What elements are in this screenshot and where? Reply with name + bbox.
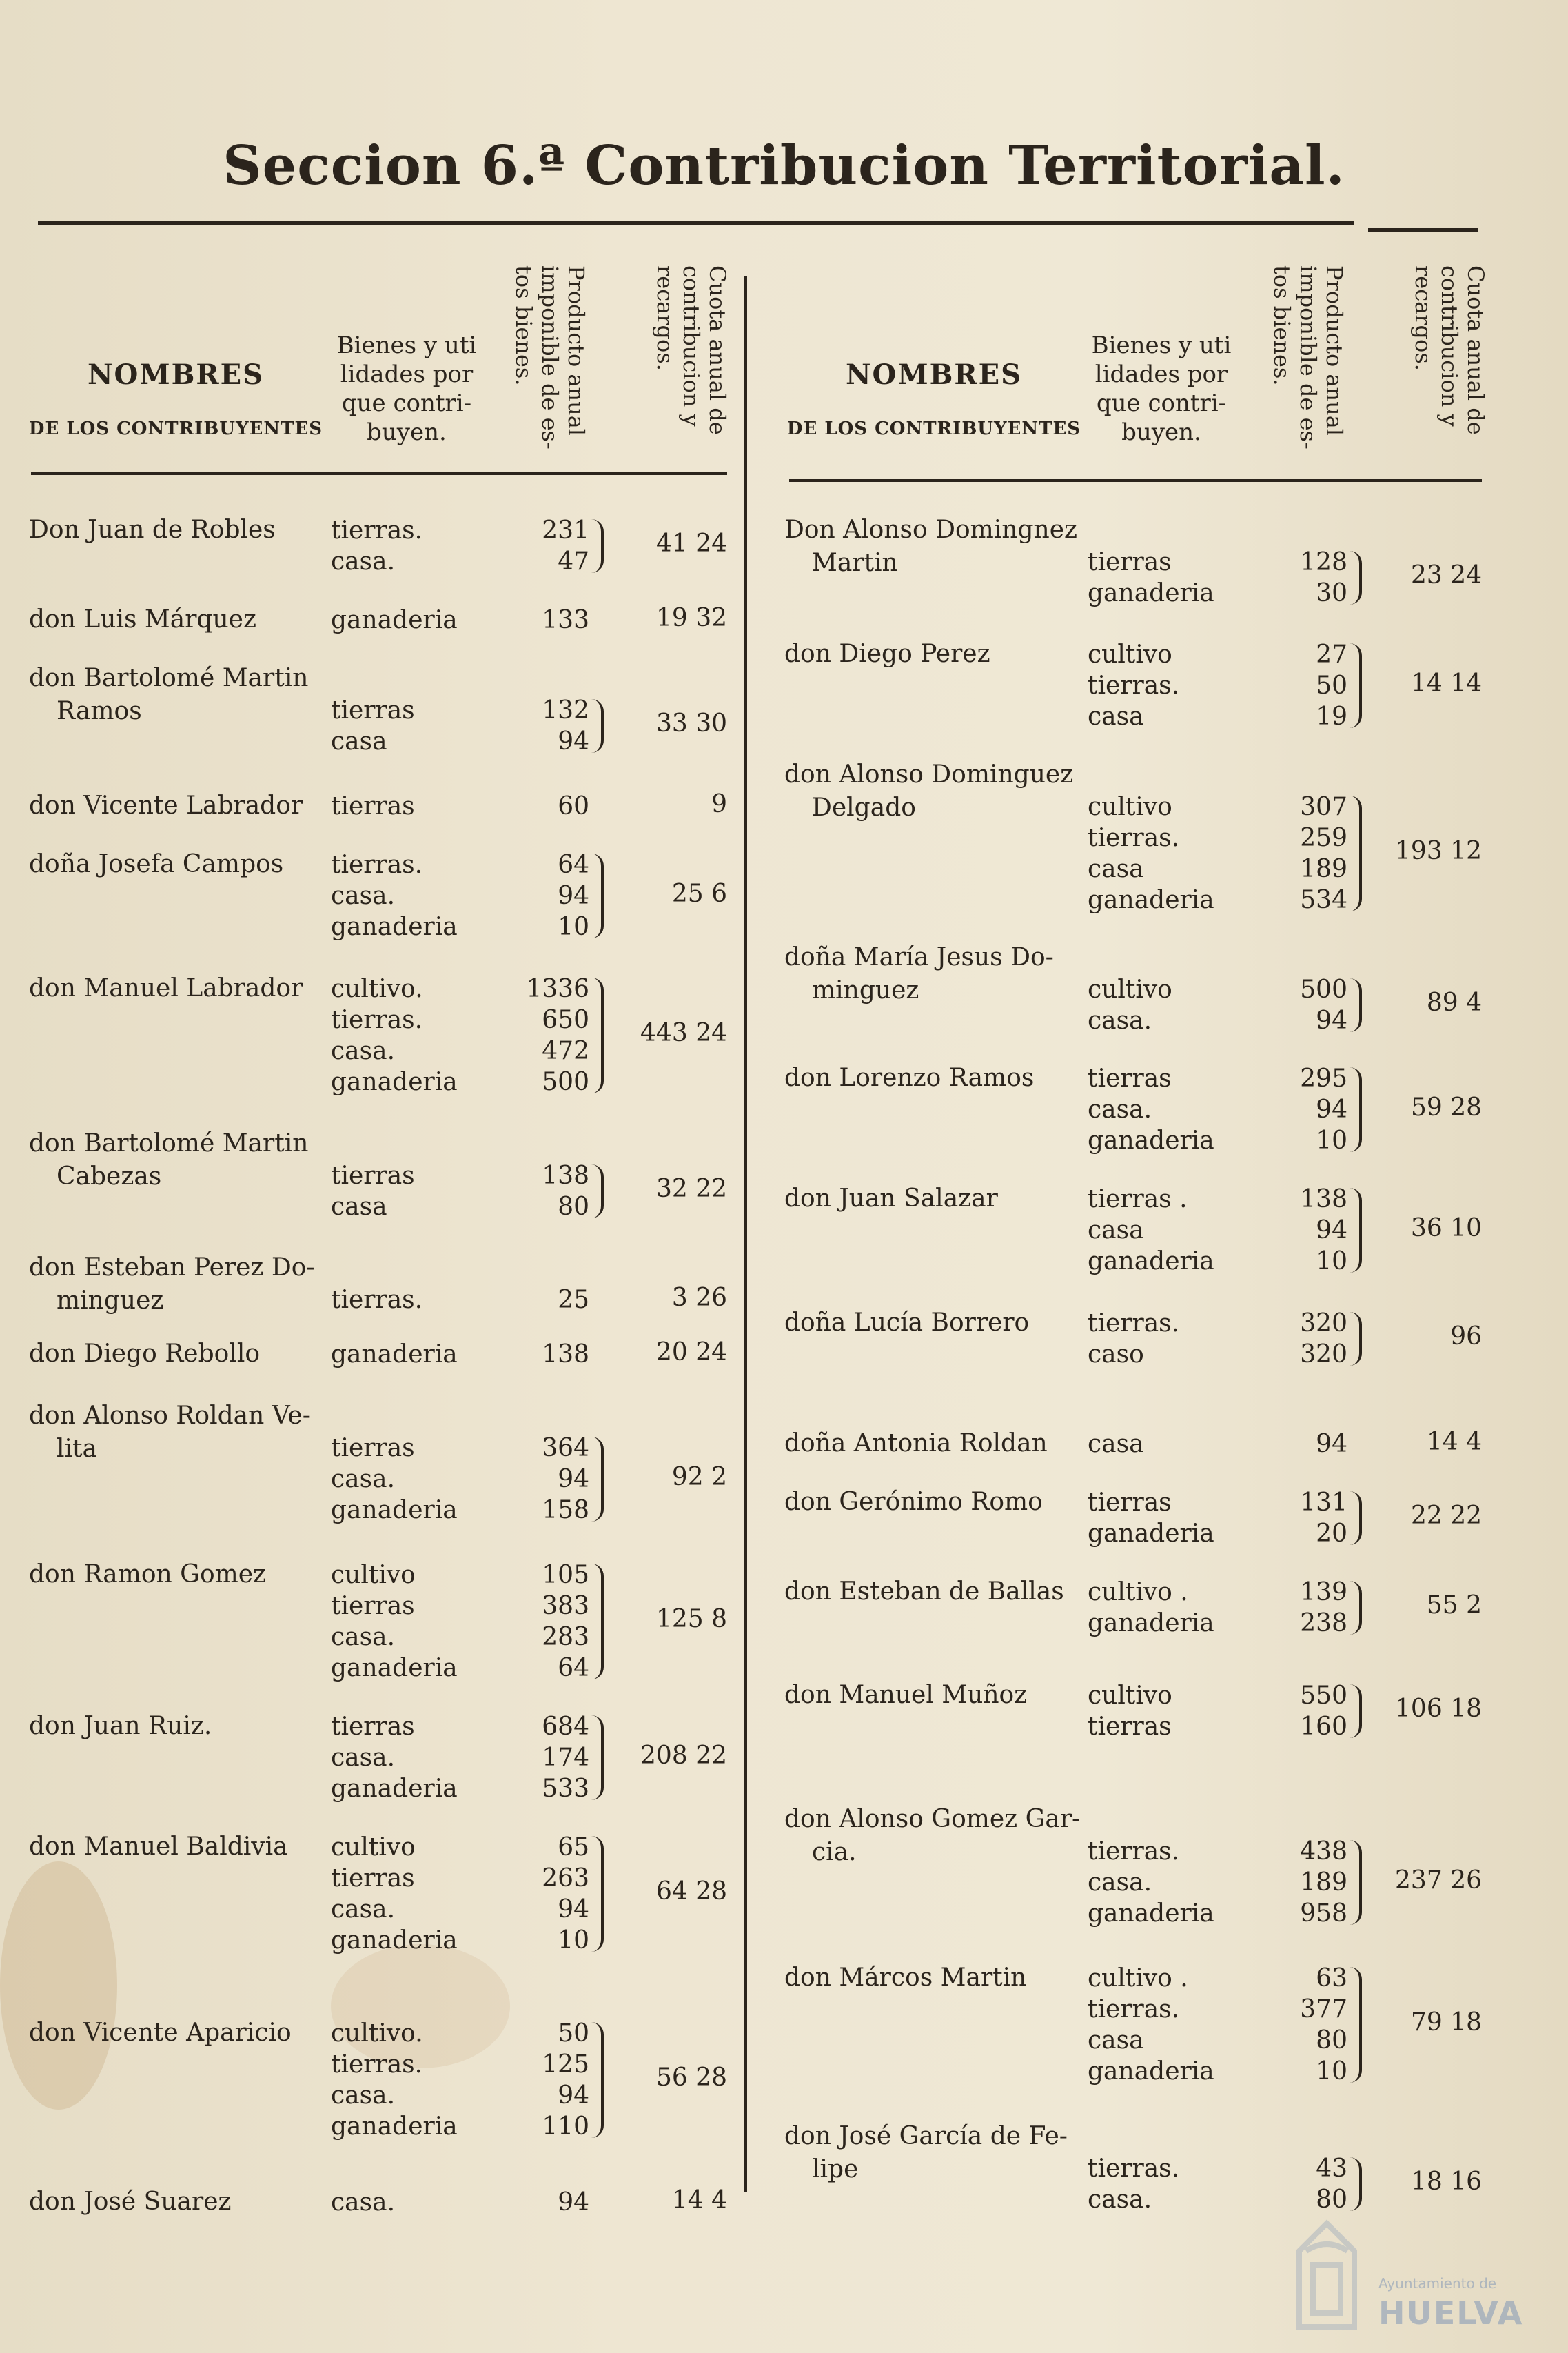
- property-type: caso: [1088, 1340, 1144, 1369]
- quota-value: 106 18: [1395, 1695, 1482, 1723]
- header-rule-left: [31, 472, 727, 475]
- product-value: 47: [558, 547, 589, 576]
- contributor-name: doña María Jesus Do-: [784, 943, 1054, 971]
- product-value: 105: [542, 1561, 589, 1589]
- quota-value: 56 28: [655, 2063, 727, 2092]
- property-type: tierras.: [1088, 671, 1180, 700]
- product-value: 80: [558, 1193, 589, 1221]
- contributor-name: don Alonso Gomez Gar-: [784, 1805, 1081, 1833]
- property-type: casa.: [331, 547, 396, 576]
- contributor-name: Don Alonso Domingnez: [784, 516, 1078, 544]
- property-type: casa.: [1088, 1868, 1152, 1897]
- contributor-name: don Alonso Roldan Ve-: [29, 1402, 311, 1430]
- quota-value: 64 28: [655, 1877, 727, 1906]
- contributor-name: don Luis Márquez: [29, 605, 256, 634]
- contributor-name: lipe: [812, 2155, 859, 2183]
- quota-value: 237 26: [1395, 1866, 1482, 1895]
- header-names-right: [786, 358, 1082, 439]
- bracket-mark: [1350, 2157, 1362, 2211]
- contributor-name: Martin: [812, 549, 898, 577]
- bracket-mark: [1350, 1491, 1362, 1545]
- contributor-name: minguez: [57, 1286, 164, 1315]
- bracket-mark: [1350, 1967, 1362, 2083]
- product-value: 65: [558, 1833, 589, 1861]
- property-type: tierras: [1088, 548, 1172, 576]
- quota-value: 55 2: [1426, 1591, 1482, 1619]
- product-value: 320: [1300, 1340, 1347, 1369]
- bracket-mark: [591, 519, 604, 573]
- header-bienes-line: buyen.: [367, 418, 447, 446]
- product-value: 259: [1300, 824, 1347, 852]
- bracket-mark: [591, 1836, 604, 1952]
- top-rule: [38, 221, 1354, 225]
- contributor-name: Cabezas: [57, 1162, 162, 1191]
- page-title: Seccion 6.ª Contribucion Territorial.: [223, 134, 1345, 197]
- property-type: casa: [1088, 1430, 1144, 1458]
- product-value: 139: [1300, 1578, 1347, 1606]
- contributor-name: don Bartolomé Martin: [29, 664, 309, 692]
- bracket-mark: [1350, 796, 1362, 911]
- property-type: tierras: [331, 792, 415, 820]
- contributor-name: don Gerónimo Romo: [784, 1488, 1043, 1516]
- product-value: 20: [1316, 1519, 1347, 1548]
- product-value: 1336: [526, 975, 589, 1003]
- property-type: ganaderia: [1088, 1609, 1214, 1637]
- quota-value: 19 32: [655, 603, 727, 632]
- column-divider: [744, 276, 747, 2192]
- header-bienes-line: que contri-: [1096, 390, 1227, 417]
- property-type: tierras: [331, 1592, 415, 1620]
- property-type: cultivo: [1088, 640, 1172, 669]
- quota-value: 25 6: [671, 879, 727, 908]
- property-type: ganaderia: [1088, 2057, 1214, 2086]
- quota-value: 193 12: [1395, 837, 1482, 865]
- contributor-name: lita: [57, 1435, 97, 1463]
- product-value: 128: [1300, 548, 1347, 576]
- product-value: 94: [558, 882, 589, 910]
- bracket-mark: [1350, 1067, 1362, 1152]
- bracket-mark: [591, 1564, 604, 1679]
- contributor-name: doña Josefa Campos: [29, 850, 284, 878]
- property-type: tierras.: [1088, 1837, 1180, 1866]
- bracket-mark: [1350, 1840, 1362, 1925]
- property-type: cultivo: [1088, 1682, 1172, 1710]
- product-value: 64: [558, 1654, 589, 1682]
- product-value: 533: [542, 1775, 589, 1803]
- property-type: casa: [1088, 1216, 1144, 1244]
- product-value: 383: [542, 1592, 589, 1620]
- contributor-name: cia.: [812, 1838, 857, 1866]
- property-type: tierras: [1088, 1064, 1172, 1093]
- top-rule-right: [1368, 228, 1478, 232]
- bracket-mark: [591, 1437, 604, 1522]
- property-type: tierras.: [331, 1006, 423, 1034]
- product-value: 160: [1300, 1713, 1347, 1741]
- property-type: cultivo: [1088, 976, 1172, 1004]
- quota-value: 208 22: [640, 1741, 727, 1770]
- contributor-name: don Vicente Aparicio: [29, 2019, 292, 2047]
- property-type: tierras: [331, 1864, 415, 1892]
- contributor-name: don Juan Ruiz.: [29, 1712, 212, 1740]
- contributor-name: don Bartolomé Martin: [29, 1129, 309, 1158]
- product-value: 80: [1316, 2026, 1347, 2054]
- bracket-mark: [591, 699, 604, 753]
- product-value: 50: [1316, 671, 1347, 700]
- header-names-title: NOMBRES: [87, 358, 265, 391]
- property-type: cultivo: [331, 1833, 416, 1861]
- property-type: casa.: [331, 2188, 396, 2216]
- product-value: 94: [558, 1465, 589, 1493]
- bracket-mark: [591, 1715, 604, 1800]
- header-bienes-line: buyen.: [1121, 418, 1201, 446]
- contributor-name: don José Suarez: [29, 2188, 232, 2216]
- property-type: casa.: [331, 1623, 396, 1651]
- quota-value: 443 24: [640, 1019, 727, 1047]
- property-type: ganaderia: [1088, 886, 1214, 914]
- property-type: casa: [331, 1193, 387, 1221]
- product-value: 238: [1300, 1609, 1347, 1637]
- contributor-name: don Ramon Gomez: [29, 1560, 267, 1588]
- quota-value: 79 18: [1410, 2008, 1482, 2037]
- product-value: 534: [1300, 886, 1347, 914]
- quota-value: 92 2: [671, 1462, 727, 1491]
- product-value: 94: [1316, 1216, 1347, 1244]
- product-value: 30: [1316, 579, 1347, 607]
- product-value: 231: [542, 516, 589, 545]
- property-type: cultivo.: [331, 975, 423, 1003]
- product-value: 500: [542, 1068, 589, 1096]
- product-value: 138: [542, 1162, 589, 1190]
- header-bienes-left: [331, 331, 482, 447]
- property-type: tierras.: [1088, 2154, 1180, 2183]
- property-type: ganaderia: [331, 606, 458, 634]
- header-bienes-line: lidades por: [340, 361, 474, 388]
- product-value: 684: [542, 1713, 589, 1741]
- header-names-title: NOMBRES: [845, 358, 1023, 391]
- product-value: 364: [542, 1434, 589, 1462]
- header-bienes-line: Bienes y uti: [1091, 332, 1232, 359]
- property-type: ganaderia: [331, 1926, 458, 1955]
- property-type: tierras: [331, 1162, 415, 1190]
- property-type: tierras: [331, 1713, 415, 1741]
- bracket-mark: [1350, 1312, 1362, 1366]
- property-type: cultivo.: [331, 2019, 423, 2048]
- product-value: 64: [558, 851, 589, 879]
- property-type: casa.: [331, 882, 396, 910]
- product-value: 94: [1316, 1430, 1347, 1458]
- property-type: ganaderia: [331, 1340, 458, 1369]
- quota-value: 20 24: [655, 1337, 727, 1366]
- property-type: ganaderia: [331, 1654, 458, 1682]
- property-type: casa.: [331, 2081, 396, 2110]
- property-type: tierras.: [331, 2050, 423, 2079]
- product-value: 377: [1300, 1995, 1347, 2023]
- contributor-name: minguez: [812, 976, 919, 1004]
- property-type: tierras.: [331, 851, 423, 879]
- quota-value: 59 28: [1410, 1093, 1482, 1122]
- watermark-line1: Ayuntamiento de: [1378, 2275, 1497, 2292]
- contributor-name: don Vicente Labrador: [29, 791, 303, 820]
- bracket-mark: [591, 1164, 604, 1218]
- product-value: 94: [1316, 1007, 1347, 1035]
- product-value: 10: [1316, 1247, 1347, 1275]
- product-value: 10: [1316, 2057, 1347, 2086]
- property-type: ganaderia: [331, 1496, 458, 1524]
- product-value: 125: [542, 2050, 589, 2079]
- quota-value: 18 16: [1410, 2168, 1482, 2196]
- product-value: 500: [1300, 976, 1347, 1004]
- quota-value: 14 4: [671, 2185, 727, 2214]
- quota-value: 9: [711, 789, 727, 818]
- header-names-sub: DE LOS CONTRIBUYENTES: [786, 418, 1081, 439]
- product-value: 307: [1300, 793, 1347, 821]
- contributor-name: Ramos: [57, 697, 142, 725]
- property-type: tierras: [1088, 1488, 1172, 1517]
- property-type: ganaderia: [1088, 1899, 1214, 1928]
- product-value: 438: [1300, 1837, 1347, 1866]
- contributor-name: doña Lucía Borrero: [784, 1309, 1030, 1337]
- property-type: casa.: [331, 1465, 396, 1493]
- property-type: casa: [1088, 2026, 1144, 2054]
- product-value: 320: [1300, 1309, 1347, 1337]
- quota-value: 33 30: [655, 709, 727, 738]
- product-value: 958: [1300, 1899, 1347, 1928]
- contributor-name: don Manuel Baldivia: [29, 1832, 288, 1861]
- product-value: 80: [1316, 2185, 1347, 2214]
- quota-value: 89 4: [1426, 989, 1482, 1017]
- property-type: ganaderia: [1088, 1519, 1214, 1548]
- product-value: 131: [1300, 1488, 1347, 1517]
- property-type: cultivo: [1088, 793, 1172, 821]
- product-value: 94: [558, 1895, 589, 1923]
- paper-stain: [0, 1861, 117, 2110]
- product-value: 158: [542, 1496, 589, 1524]
- bracket-mark: [1350, 1581, 1362, 1635]
- product-value: 94: [558, 2081, 589, 2110]
- property-type: cultivo .: [1088, 1578, 1188, 1606]
- quota-value: 125 8: [655, 1605, 727, 1633]
- property-type: tierras.: [1088, 1995, 1180, 2023]
- property-type: tierras.: [1088, 824, 1180, 852]
- product-value: 132: [542, 696, 589, 725]
- property-type: casa.: [1088, 2185, 1152, 2214]
- product-value: 43: [1316, 2154, 1347, 2183]
- contributor-name: don Alonso Dominguez: [784, 760, 1074, 789]
- header-producto-right: Producto anual imponible de es- tos bienes.: [1269, 265, 1347, 450]
- product-value: 189: [1300, 1868, 1347, 1897]
- property-type: casa.: [331, 1895, 396, 1923]
- bracket-mark: [1350, 1188, 1362, 1273]
- bracket-mark: [1350, 1684, 1362, 1738]
- property-type: casa.: [1088, 1095, 1152, 1124]
- product-value: 94: [558, 2188, 589, 2216]
- product-value: 138: [1300, 1185, 1347, 1213]
- header-cuota-right: Cuota anual de contribucion y recargos.: [1410, 265, 1489, 435]
- bracket-mark: [1350, 551, 1362, 605]
- product-value: 110: [542, 2112, 589, 2141]
- contributor-name: Don Juan de Robles: [29, 516, 276, 544]
- quota-value: 14 14: [1410, 669, 1482, 698]
- product-value: 133: [542, 606, 589, 634]
- contributor-name: don Esteban Perez Do-: [29, 1253, 315, 1282]
- quota-value: 36 10: [1410, 1213, 1482, 1242]
- product-value: 94: [1316, 1095, 1347, 1124]
- quota-value: 3 26: [671, 1283, 727, 1312]
- product-value: 60: [558, 792, 589, 820]
- product-value: 472: [542, 1037, 589, 1065]
- contributor-name: don Manuel Labrador: [29, 974, 303, 1002]
- property-type: ganaderia: [331, 1068, 458, 1096]
- quota-value: 22 22: [1410, 1502, 1482, 1530]
- product-value: 10: [558, 913, 589, 941]
- header-names-left: [28, 358, 324, 439]
- bracket-mark: [591, 854, 604, 938]
- bracket-mark: [1350, 643, 1362, 728]
- property-type: casa: [331, 727, 387, 756]
- product-value: 63: [1316, 1964, 1347, 1992]
- quota-value: 96: [1450, 1322, 1482, 1351]
- product-value: 138: [542, 1340, 589, 1369]
- property-type: tierras: [1088, 1713, 1172, 1741]
- product-value: 650: [542, 1006, 589, 1034]
- property-type: casa: [1088, 703, 1144, 731]
- header-bienes-right: [1086, 331, 1237, 447]
- product-value: 25: [558, 1286, 589, 1314]
- contributor-name: don Márcos Martin: [784, 1963, 1027, 1992]
- property-type: tierras: [331, 1434, 415, 1462]
- property-type: tierras: [331, 696, 415, 725]
- property-type: casa.: [1088, 1007, 1152, 1035]
- quota-value: 23 24: [1410, 561, 1482, 589]
- property-type: ganaderia: [331, 1775, 458, 1803]
- contributor-name: Delgado: [812, 794, 916, 822]
- product-value: 94: [558, 727, 589, 756]
- quota-value: 14 4: [1426, 1427, 1482, 1456]
- product-value: 19: [1316, 703, 1347, 731]
- product-value: 295: [1300, 1064, 1347, 1093]
- contributor-name: don Esteban de Ballas: [784, 1577, 1064, 1606]
- product-value: 189: [1300, 855, 1347, 883]
- contributor-name: don Juan Salazar: [784, 1184, 998, 1213]
- property-type: casa.: [331, 1037, 396, 1065]
- property-type: ganaderia: [1088, 579, 1214, 607]
- quota-value: 41 24: [655, 529, 727, 558]
- property-type: tierras.: [331, 1286, 423, 1314]
- property-type: tierras .: [1088, 1185, 1188, 1213]
- property-type: ganaderia: [331, 913, 458, 941]
- product-value: 550: [1300, 1682, 1347, 1710]
- contributor-name: don Manuel Muñoz: [784, 1681, 1028, 1709]
- product-value: 10: [1316, 1127, 1347, 1155]
- header-rule-right: [789, 479, 1482, 482]
- contributor-name: don José García de Fe-: [784, 2122, 1068, 2150]
- contributor-name: don Diego Perez: [784, 640, 990, 668]
- property-type: casa: [1088, 855, 1144, 883]
- property-type: tierras.: [1088, 1309, 1180, 1337]
- property-type: casa.: [331, 1744, 396, 1772]
- header-cuota-left: Cuota anual de contribucion y recargos.: [652, 265, 731, 435]
- property-type: ganaderia: [331, 2112, 458, 2141]
- product-value: 263: [542, 1864, 589, 1892]
- property-type: ganaderia: [1088, 1127, 1214, 1155]
- contributor-name: doña Antonia Roldan: [784, 1429, 1048, 1457]
- header-bienes-line: Bienes y uti: [336, 332, 477, 359]
- product-value: 50: [558, 2019, 589, 2048]
- contributor-name: don Diego Rebollo: [29, 1340, 261, 1368]
- bracket-mark: [1350, 978, 1362, 1032]
- product-value: 283: [542, 1623, 589, 1651]
- property-type: cultivo .: [1088, 1964, 1188, 1992]
- bracket-mark: [591, 2022, 604, 2138]
- product-value: 27: [1316, 640, 1347, 669]
- product-value: 174: [542, 1744, 589, 1772]
- quota-value: 32 22: [655, 1175, 727, 1203]
- header-bienes-line: que contri-: [341, 390, 472, 417]
- header-producto-left: Producto anual imponible de es- tos bienes.: [511, 265, 589, 450]
- product-value: 10: [558, 1926, 589, 1955]
- contributor-name: don Lorenzo Ramos: [784, 1064, 1035, 1092]
- header-names-sub: DE LOS CONTRIBUYENTES: [28, 418, 323, 439]
- property-type: ganaderia: [1088, 1247, 1214, 1275]
- bracket-mark: [591, 978, 604, 1093]
- header-bienes-line: lidades por: [1094, 361, 1228, 388]
- watermark-line2: HUELVA: [1378, 2294, 1524, 2332]
- property-type: cultivo: [331, 1561, 416, 1589]
- property-type: tierras.: [331, 516, 423, 545]
